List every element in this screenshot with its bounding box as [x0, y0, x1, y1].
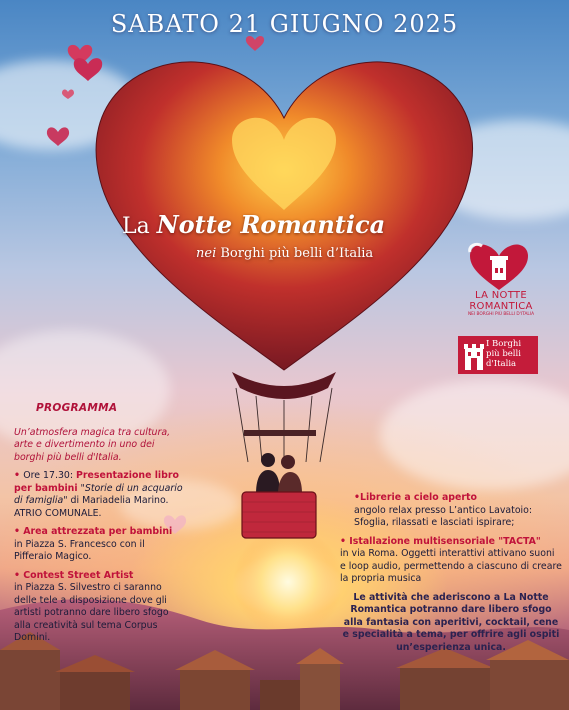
activities-section [340, 492, 562, 654]
balloon-skirt [232, 372, 336, 399]
item-time: Ore 17.30: [23, 470, 77, 481]
logo-line-3: NEI BORGHI PIÙ BELLI D'ITALIA [467, 312, 535, 317]
title-main: Notte Romantica [156, 210, 386, 239]
item-highlight: Contest Street Artist [23, 569, 134, 581]
event-subtitle [196, 246, 373, 261]
borghi-logo-text [486, 339, 521, 369]
item-text: di Mariadelia Marino. ATRIO COMUNALE. [14, 495, 169, 519]
sun [233, 527, 343, 637]
subtitle-rest: Borghi più belli d’Italia [216, 246, 374, 261]
item-book-title: "Storie di un acquario di famiglia" [14, 482, 183, 506]
event-title [122, 210, 385, 239]
program-section [14, 402, 184, 651]
small-heart-icon [246, 36, 264, 51]
item-text: in via Roma. Oggetti interattivi attivano suoni e loop audio, permettendo a ciascuno di creare la propria musica [340, 548, 562, 584]
item-highlight: Area attrezzata per bambini [23, 526, 173, 537]
tower-icon [461, 338, 487, 372]
event-date: SABATO 21 GIUGNO 2025 [110, 10, 459, 38]
program-intro: Un’atmosfera magica tra cultura, arte e divertimento in uno dei borghi più belli d'Italia. [14, 426, 171, 463]
balloon-ropes [236, 388, 332, 462]
program-item: • Ore 17.30: Presentazione libro per bambini "Storie di un acquario di famiglia" di Mariadelia Marino. ATRIO COMUNALE. [14, 470, 183, 519]
item-highlight: Presentazione libro per bambini [14, 470, 179, 494]
item-text: in Piazza S. Silvestro ci saranno delle tele a disposizione dove gli artisti potranno dare libero sfogo alla creatività sul tema Corpus Domini. [14, 582, 169, 643]
basket-ring [244, 430, 316, 436]
item-highlight: Istallazione multisensoriale "TACTA" [349, 535, 541, 547]
borghi-line-2: più belli [486, 349, 521, 359]
small-heart-icon [74, 58, 102, 81]
borghi-line-1: I Borghi [486, 339, 522, 349]
balloon-basket [242, 492, 316, 538]
item-highlight: Librerie a cielo aperto [360, 492, 477, 503]
program-item: • Area attrezzata per bambini in Piazza S. Francesco con il Pifferaio Magico. [14, 526, 173, 562]
subtitle-italic: nei [196, 246, 217, 261]
program-item: • Contest Street Artist in Piazza S. Silvestro ci saranno delle tele a disposizione dove gli artisti potranno dare libero sfogo alla creatività sul tema Corpus Domini. [14, 569, 169, 643]
item-text: in Piazza S. Francesco con il Pifferaio Magico. [14, 538, 145, 562]
item-text: angolo relax presso L’antico Lavatoio: Sfoglia, rilassati e lasciati ispirare; [354, 504, 533, 528]
activity-item: •Librerie a cielo aperto angolo relax presso L’antico Lavatoio: Sfoglia, rilassati e lasciati ispirare; [340, 492, 562, 530]
title-prefix: La [122, 214, 157, 239]
small-heart-icon [47, 127, 69, 146]
logo-line-2: ROMANTICA [469, 301, 533, 312]
small-heart-icon [62, 89, 74, 99]
notte-romantica-logo-text [458, 290, 544, 318]
couple-silhouette [256, 453, 302, 494]
closing-text: Le attività che aderiscono a La Notte Romantica potranno dare libero sfogo alla fantasia con aperitivi, cocktail, cene e specialità a tema, per offrire agli ospiti un’esperienza unica. [342, 591, 560, 653]
program-heading: PROGRAMMA [36, 402, 118, 414]
logo-line-1: LA NOTTE [475, 290, 527, 301]
borghi-line-3: d'Italia [486, 359, 517, 369]
activity-item: • Istallazione multisensoriale "TACTA" in via Roma. Oggetti interattivi attivano suoni e loop audio, permettendo a ciascuno di creare la propria musica [340, 535, 562, 584]
